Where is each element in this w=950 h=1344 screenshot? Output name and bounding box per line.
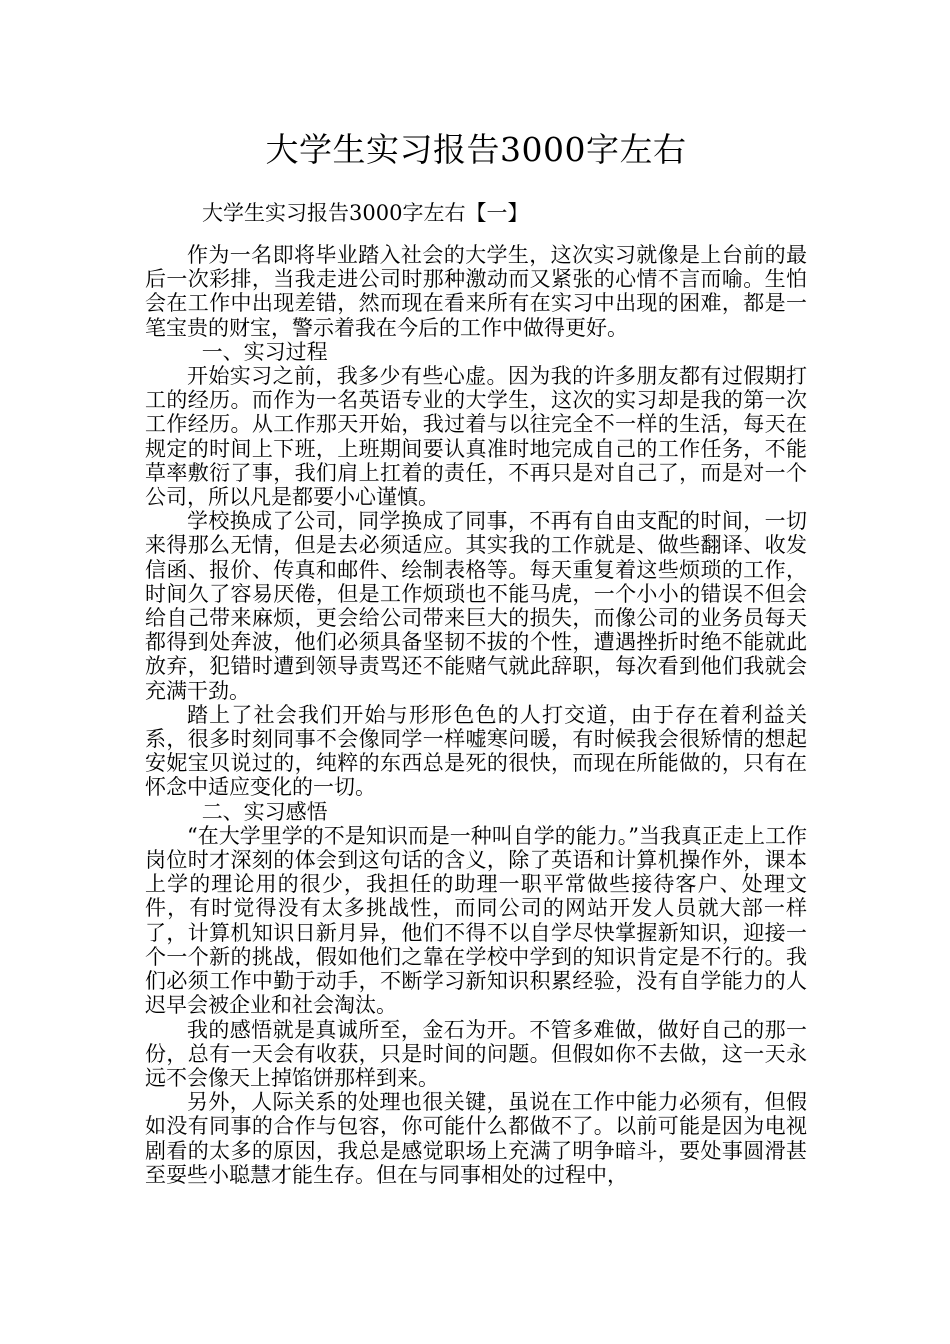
paragraph: 学校换成了公司，同学换成了同事，不再有自由支配的时间，一切来得那么无情，但是去必须适应。其实我的工作就是、做些翻译、收发信函、报价、传真和邮件、绘制表格等。每天重复着这些烦琐的工作，时间久了容易厌倦，但是工作烦琐也不能马虎，一个小小的错误不但会给自己带来麻烦，更会给公司带来巨大的损失，而像公司的业务员每天都得到处奔波，他们必须具备坚韧不拔的个性，遭遇挫折时绝不能就此放弃，犯错时遭到领导责骂还不能赌气就此辞职，每次看到他们我就会充满干劲。 [145,509,807,703]
section-heading: 大学生实习报告3000字左右【一】 [202,201,529,225]
document-title: 大学生实习报告3000字左右 [265,130,687,169]
subheading-internship-insights: 二、实习感悟 [201,799,328,824]
subheading-internship-process: 一、实习过程 [201,339,328,364]
paragraph: “在大学里学的不是知识而是一种叫自学的能力。”当我真正走上工作岗位时才深刻的体会到这句话的含义，除了英语和计算机操作外，课本上学的理论用的很少，我担任的助理一职平常做些接待客户、处理文件，有时觉得没有太多挑战性，而同公司的网站开发人员就大部一样了，计算机知识日新月异，他们不得不以自学尽快掌握新知识，迎接一个一个新的挑战，假如他们之靠在学校中学到的知识肯定是不行的。我们必须工作中勤于动手，不断学习新知识积累经验，没有自学能力的人迟早会被企业和社会淘汰。 [145,823,807,1018]
paragraph: 开始实习之前，我多少有些心虚。因为我的许多朋友都有过假期打工的经历。而作为一名英语专业的大学生，这次的实习却是我的第一次工作经历。从工作那天开始，我过着与以往完全不一样的生活，每天在规定的时间上下班，上班期间要认真准时地完成自己的工作任务，不能草率敷衍了事，我们肩上扛着的责任，不再只是对自己了，而是对一个公司，所以凡是都要小心谨慎。 [145,364,807,510]
body-text [145,243,807,1187]
paragraph: 踏上了社会我们开始与形形色色的人打交道，由于存在着利益关系，很多时刻同事不会像同学一样嘘寒问暖，有时候我会很矫情的想起安妮宝贝说过的，纯粹的东西总是死的很快，而现在所能做的，只有在怀念中适应变化的一切。 [145,702,807,800]
paragraph: 另外，人际关系的处理也很关键，虽说在工作中能力必须有，但假如没有同事的合作与包容，你可能什么都做不了。以前可能是因为电视剧看的太多的原因，我总是感觉职场上充满了明争暗斗，要处事圆滑甚至耍些小聪慧才能生存。但在与同事相处的过程中， [145,1090,807,1187]
paragraph: 我的感悟就是真诚所至，金石为开。不管多难做，做好自己的那一份，总有一天会有收获，只是时间的问题。但假如你不去做，这一天永远不会像天上掉馅饼那样到来。 [145,1017,807,1090]
paragraph-intro: 作为一名即将毕业踏入社会的大学生，这次实习就像是上台前的最后一次彩排，当我走进公司时那种激动而又紧张的心情不言而喻。生怕会在工作中出现差错，然而现在看来所有在实习中出现的困难，都是一笔宝贵的财宝，警示着我在今后的工作中做得更好。 [145,243,807,340]
